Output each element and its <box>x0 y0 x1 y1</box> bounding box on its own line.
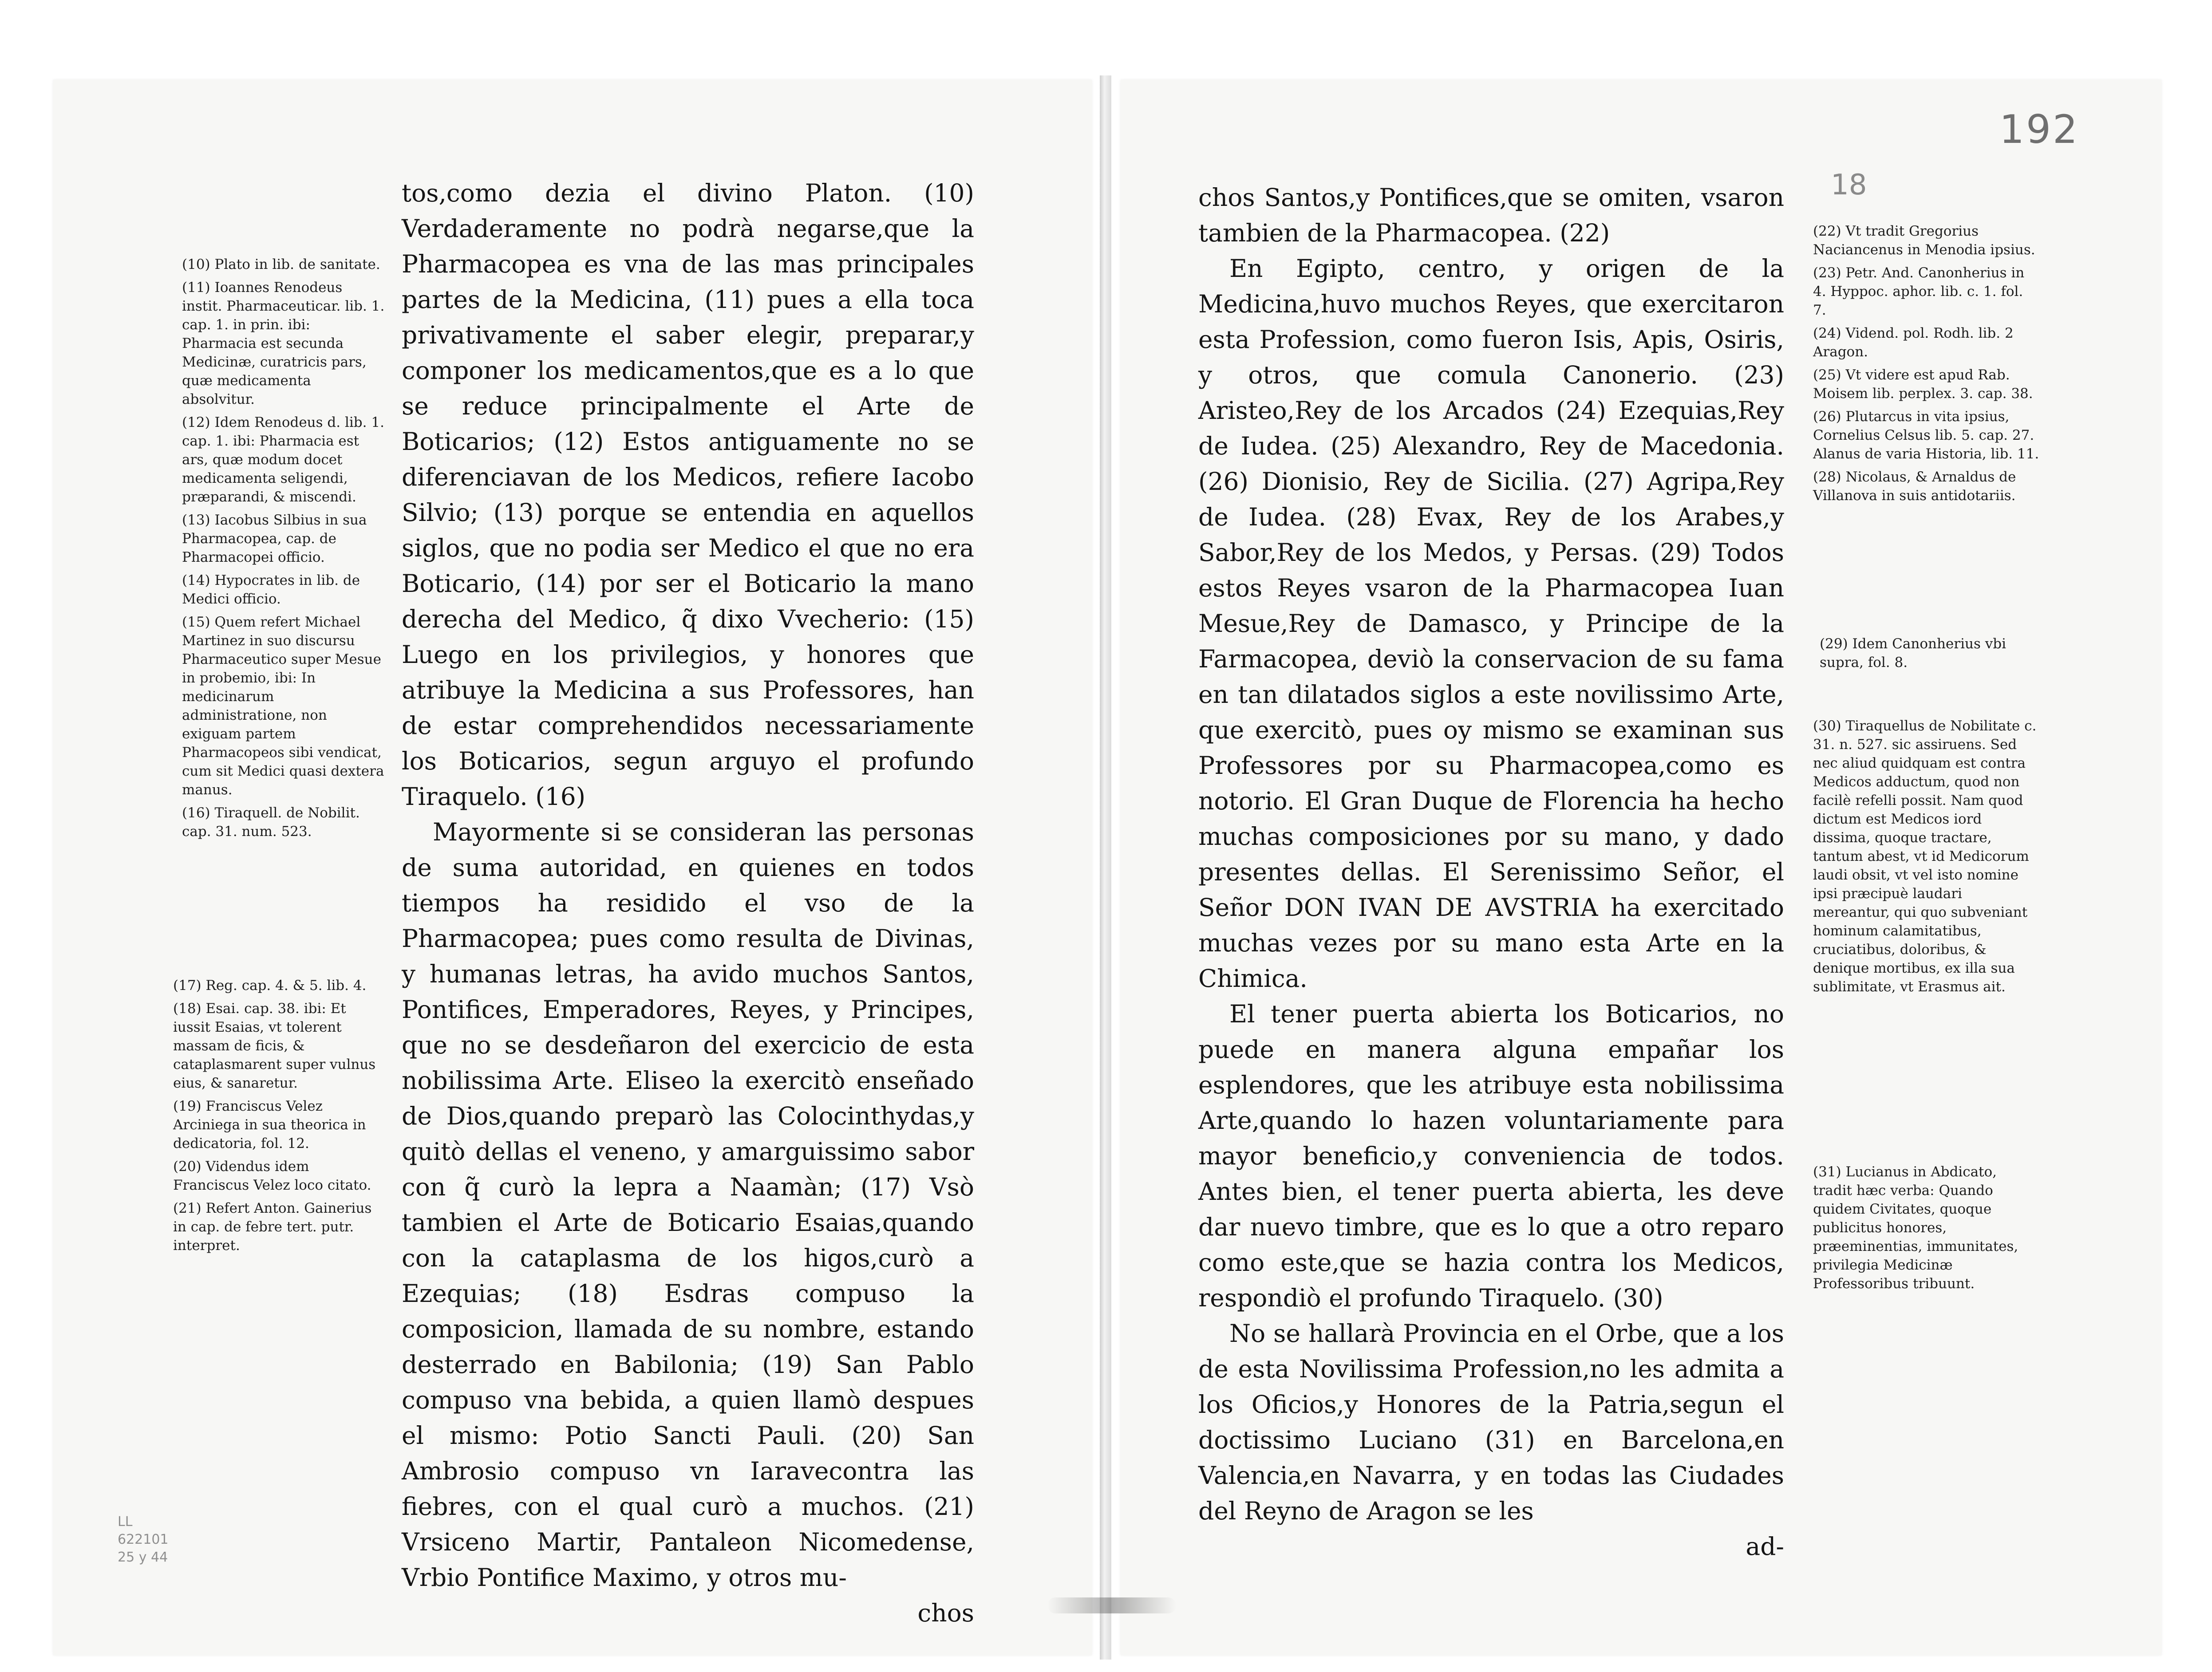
catchword: chos <box>917 1599 974 1627</box>
signature-mark: 18 <box>1831 169 1867 201</box>
catalog-mark-1: LL <box>118 1514 133 1530</box>
marginal-note: (24) Vidend. pol. Rodh. lib. 2 Aragon. <box>1813 325 2014 360</box>
left-main-text <box>402 175 974 1631</box>
marginal-note: (11) Ioannes Renodeus instit. Pharmaceuticar. lib. 1. cap. 1. in prin. ibi: Pharmacia est secunda Medicinæ, curatricis pars, quæ medicamenta absolvitur. <box>182 280 385 407</box>
binding-shadow <box>1047 1597 1176 1613</box>
folio-number: 192 <box>1999 106 2079 152</box>
marginal-note: (22) Vt tradit Gregorius Naciancenus in Menodia ipsius. <box>1813 223 2035 258</box>
right-marginal-notes-2 <box>1820 635 2042 676</box>
marginal-note: (14) Hypocrates in lib. de Medici officio. <box>182 572 360 607</box>
marginal-note: (15) Quem refert Michael Martinez in suo discursu Pharmaceutico super Mesue in probemio, ibi: In medicinarum administratione, non exiguam partem Pharmacopeos sibi vendicat, cum sit Medici quasi dextera manus. <box>182 614 384 798</box>
book-spine <box>1100 75 1111 1660</box>
marginal-note: (13) Iacobus Silbius in sua Pharmacopea, cap. de Pharmacopei officio. <box>182 512 367 565</box>
marginal-note: (12) Idem Renodeus d. lib. 1. cap. 1. ibi: Pharmacia est ars, quæ modum docet medicamenta seligendi, præparandi, & miscendi. <box>182 414 384 505</box>
paragraph: Mayormente si se consideran las personas de suma autoridad, en quienes en todos tiempos ha residido el vso de la Pharmacopea; pues como resulta de Divinas, y humanas letras, ha avido muchos Santos, Pontifices, Emperadores, Reyes, y Principes, que no se desdeñaron del exercicio de esta nobilissima Arte. Eliseo la exercitò enseñado de Dios,quando preparò las Colocinthydas,y quitò dellas el veneno, y amarguissimo sabor con q̃ curò la lepra a Naamàn; (17) Vsò tambien el Arte de Boticario Esaias,quando con la cataplasma de los higos,curò a Ezequias; (18) Esdras compuso la composicion, llamada de su nombre, estando desterrado en Babilonia; (19) San Pablo compuso vna bebida, a quien llamò despues el mismo: Potio Sancti Pauli. (20) San Ambrosio compuso vn Iaravecontra las fiebres, con el qual curò a muchos. (21) Vrsiceno Martir, Pantaleon Nicomedense, Vrbio Pontifice Maximo, y otros mu- <box>402 818 974 1592</box>
marginal-note: (20) Videndus idem Franciscus Velez loco citato. <box>173 1159 371 1193</box>
right-main-text <box>1198 180 1784 1564</box>
marginal-note: (29) Idem Canonherius vbi supra, fol. 8. <box>1820 636 2007 670</box>
left-marginal-notes-top <box>182 255 386 845</box>
marginal-note: (17) Reg. cap. 4. & 5. lib. 4. <box>173 978 367 994</box>
marginal-note: (21) Refert Anton. Gainerius in cap. de febre tert. putr. interpret. <box>173 1200 372 1254</box>
left-marginal-notes-bottom <box>173 976 382 1259</box>
paragraph: El tener puerta abierta los Boticarios, no puede en manera alguna empañar los esplendores, que les atribuye esta nobilissima Arte,quando lo hazen voluntariamente para mayor beneficio,y conveniencia de todos. Antes bien, el tener puerta abierta, les deve dar nuevo timbre, que es lo que a otro reparo como este,que se hazia contra los Medicos, respondiò el profundo Tiraquelo. (30) <box>1198 1000 1784 1312</box>
marginal-note: (18) Esai. cap. 38. ibi: Et iussit Esaias, vt tolerent massam de ficis, & cataplasmarent super vulnus eius, & sanaretur. <box>173 1001 376 1091</box>
marginal-note: (16) Tiraquell. de Nobilit. cap. 31. num. 523. <box>182 805 360 840</box>
paragraph: No se hallarà Provincia en el Orbe, que a los de esta Novilissima Profession,no les admita a los Oficios,y Honores de la Patria,segun el doctissimo Luciano (31) en Barcelona,en Valencia,en Navarra, y en todas las Ciudades del Reyno de Aragon se les <box>1198 1319 1784 1525</box>
marginal-note: (23) Petr. And. Canonherius in 4. Hyppoc. aphor. lib. c. 1. fol. 7. <box>1813 265 2025 318</box>
catalog-mark-2: 622101 <box>118 1532 169 1547</box>
marginal-note: (25) Vt videre est apud Rab. Moisem lib. perplex. 3. cap. 38. <box>1813 367 2033 402</box>
marginal-note: (30) Tiraquellus de Nobilitate c. 31. n. 527. sic assiruens. Sed nec aliud quidquam est contra Medicos adductum, quod non facilè refelli possit. Nam quod dictum est Medicos iord dissima, quoque tractare, tantum abest, vt id Medicorum laudi obsit, vt vel isto nomine ipsi præcipuè laudari mereantur, qui quo subveniant hominum calamitatibus, cruciatibus, doloribus, & denique mortibus, ex illa sua sublimitate, vt Erasmus ait. <box>1813 718 2037 995</box>
catalog-mark-3: 25 y 44 <box>118 1550 168 1565</box>
right-marginal-notes-3 <box>1813 717 2039 1001</box>
paragraph: tos,como dezia el divino Platon. (10) Verdaderamente no podrà negarse,que la Pharmacopea es vna de las mas principales partes de la Medicina, (11) pues a ella toca privativamente el saber elegir, preparar,y componer los medicamentos,que es a lo que se reduce principalmente el Arte de Boticarios; (12) Estos antiguamente no se diferenciavan de los Medicos, refiere Iacobo Silvio; (13) porque se entendia en aquellos siglos, que no podia ser Medico el que no era Boticario, (14) por ser el Boticario la mano derecha del Medico, q̃ dixo Vvecherio: (15) Luego en los privilegios, y honores que atribuye la Medicina a sus Professores, han de estar comprehendidos necessariamente los Boticarios, segun arguyo el profundo Tiraquelo. (16) <box>402 179 974 811</box>
right-marginal-notes-1 <box>1813 222 2039 509</box>
paragraph: En Egipto, centro, y origen de la Medicina,huvo muchos Reyes, que exercitaron esta Profession, como fueron Isis, Apis, Osiris, y otros, que comula Canonerio. (23) Aristeo,Rey de los Arcados (24) Ezequias,Rey de Iudea. (25) Alexandro, Rey de Macedonia. (26) Dionisio, Rey de Sicilia. (27) Agripa,Rey de Iudea. (28) Evax, Rey de los Arabes,y Sabor,Rey de los Medos, y Persas. (29) Todos estos Reyes vsaron de la Pharmacopea Iuan Mesue,Rey de Damasco, y Principe de la Farmacopea, deviò la conservacion de su fama en tan dilatados siglos a este novilissimo Arte, que exercitò, pues oy mismo se examinan sus Professores por su Pharmacopea,como es notorio. El Gran Duque de Florencia ha hecho muchas composiciones por su mano, y dado presentes dellas. El Serenissimo Señor, el Señor DON IVAN DE AVSTRIA ha exercitado muchas vezes por su mano esta Arte en la Chimica. <box>1198 254 1784 993</box>
marginal-note: (10) Plato in lib. de sanitate. <box>182 256 380 272</box>
marginal-note: (19) Franciscus Velez Arciniega in sua theorica in dedicatoria, fol. 12. <box>173 1098 366 1151</box>
marginal-note: (28) Nicolaus, & Arnaldus de Villanova in suis antidotariis. <box>1813 469 2016 504</box>
catchword: ad- <box>1746 1532 1784 1561</box>
catalog-marks <box>118 1513 169 1566</box>
right-marginal-notes-4 <box>1813 1163 2039 1297</box>
marginal-note: (26) Plutarcus in vita ipsius, Cornelius Celsus lib. 5. cap. 27. Alanus de varia Historia, lib. 11. <box>1813 409 2039 462</box>
paragraph: chos Santos,y Pontifices,que se omiten, vsaron tambien de la Pharmacopea. (22) <box>1198 183 1784 247</box>
marginal-note: (31) Lucianus in Abdicato, tradit hæc verba: Quando quidem Civitates, quoque publicitus honores, præeminentias, immunitates, privilegia Medicinæ Professoribus tribuunt. <box>1813 1164 2018 1292</box>
